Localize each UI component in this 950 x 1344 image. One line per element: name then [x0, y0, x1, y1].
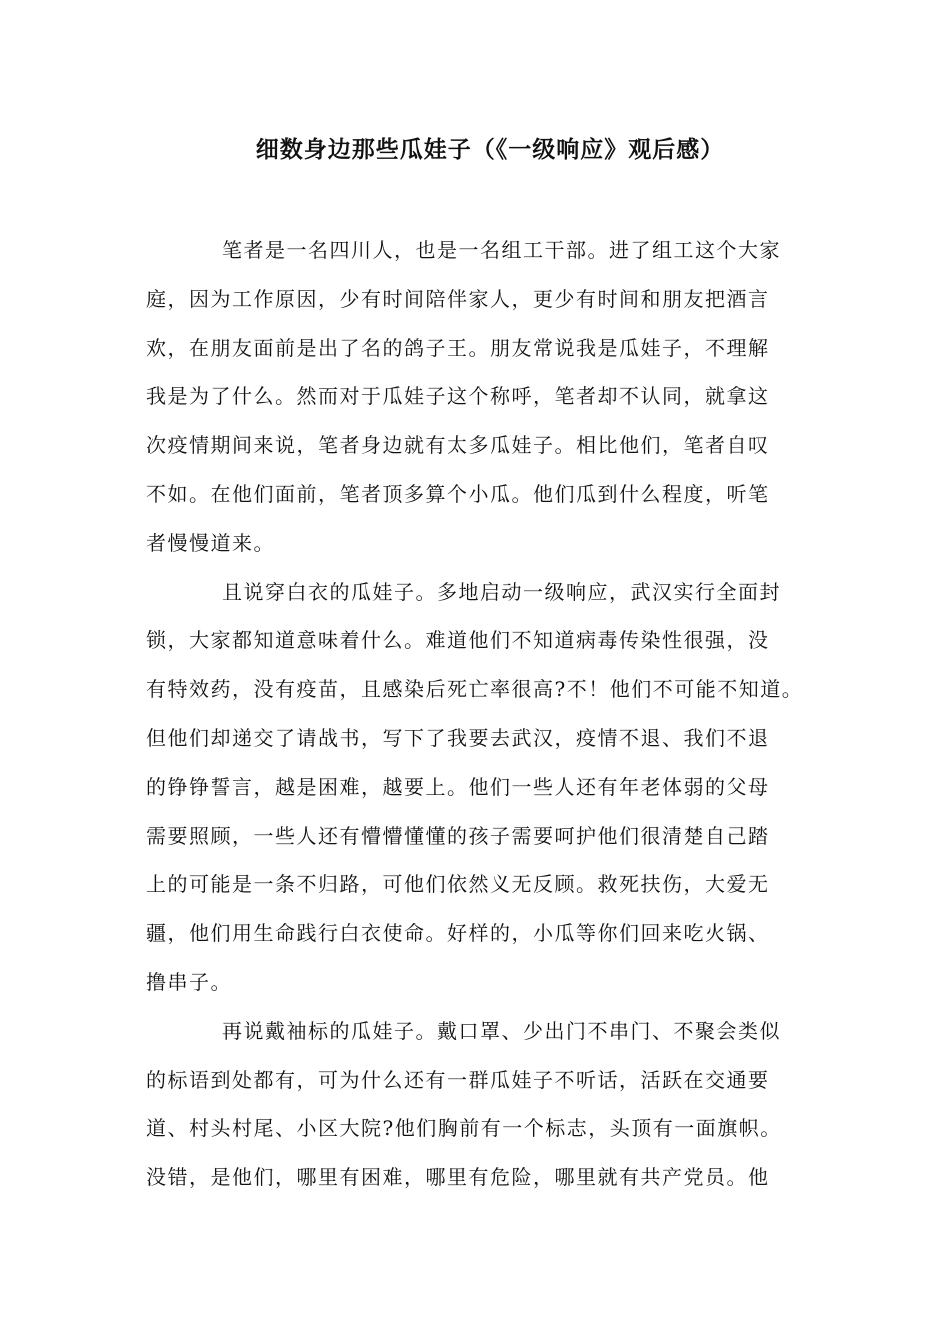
text-line: 的标语到处都有，可为什么还有一群瓜娃子不听话，活跃在交通要: [146, 1067, 770, 1092]
text-line: 但他们却递交了请战书，写下了我要去武汉，疫情不退、我们不退: [146, 725, 770, 750]
text-line: 欢，在朋友面前是出了名的鸽子王。朋友常说我是瓜娃子，不理解: [146, 335, 770, 360]
text-line: 没错，是他们，哪里有困难，哪里有危险，哪里就有共产党员。他: [146, 1165, 770, 1190]
document-title: 细数身边那些瓜娃子（《一级响应》观后感）: [255, 137, 725, 163]
text-line: 庭，因为工作原因，少有时间陪伴家人，更少有时间和朋友把酒言: [146, 286, 770, 311]
text-line: 笔者是一名四川人，也是一名组工干部。进了组工这个大家: [222, 238, 781, 262]
text-line: 的铮铮誓言，越是困难，越要上。他们一些人还有年老体弱的父母: [146, 774, 770, 799]
paragraph-1: [146, 233, 826, 575]
text-line: 者慢慢道来。: [146, 530, 275, 555]
text-line: 不如。在他们面前，笔者顶多算个小瓜。他们瓜到什么程度，听笔: [146, 481, 770, 506]
text-line: 疆，他们用生命践行白衣使命。好样的，小瓜等你们回来吃火锅、: [146, 921, 770, 946]
text-line: 道、村头村尾、小区大院?他们胸前有一个标志，头顶有一面旗帜。: [146, 1116, 782, 1141]
text-line: 撸串子。: [146, 969, 232, 994]
text-line: 再说戴袖标的瓜娃子。戴口罩、少出门不串门、不聚会类似: [222, 1018, 781, 1043]
text-line: 我是为了什么。然而对于瓜娃子这个称呼，笔者却不认同，就拿这: [146, 384, 770, 409]
text-line: 锁，大家都知道意味着什么。难道他们不知道病毒传染性很强，没: [146, 628, 770, 653]
paragraph-3: [146, 1014, 826, 1209]
text-line: 次疫情期间来说，笔者身边就有太多瓜娃子。相比他们，笔者自叹: [146, 433, 770, 458]
text-line: 有特效药，没有疫苗，且感染后死亡率很高?不！他们不可能不知道。: [146, 677, 804, 702]
text-line: 上的可能是一条不归路，可他们依然义无反顾。救死扶伤，大爱无: [146, 872, 770, 897]
text-line: 且说穿白衣的瓜娃子。多地启动一级响应，武汉实行全面封: [222, 579, 781, 604]
document-body: [146, 233, 826, 1209]
paragraph-2: [146, 575, 826, 1014]
text-line: 需要照顾，一些人还有懵懵懂懂的孩子需要呵护他们很清楚自己踏: [146, 823, 770, 848]
